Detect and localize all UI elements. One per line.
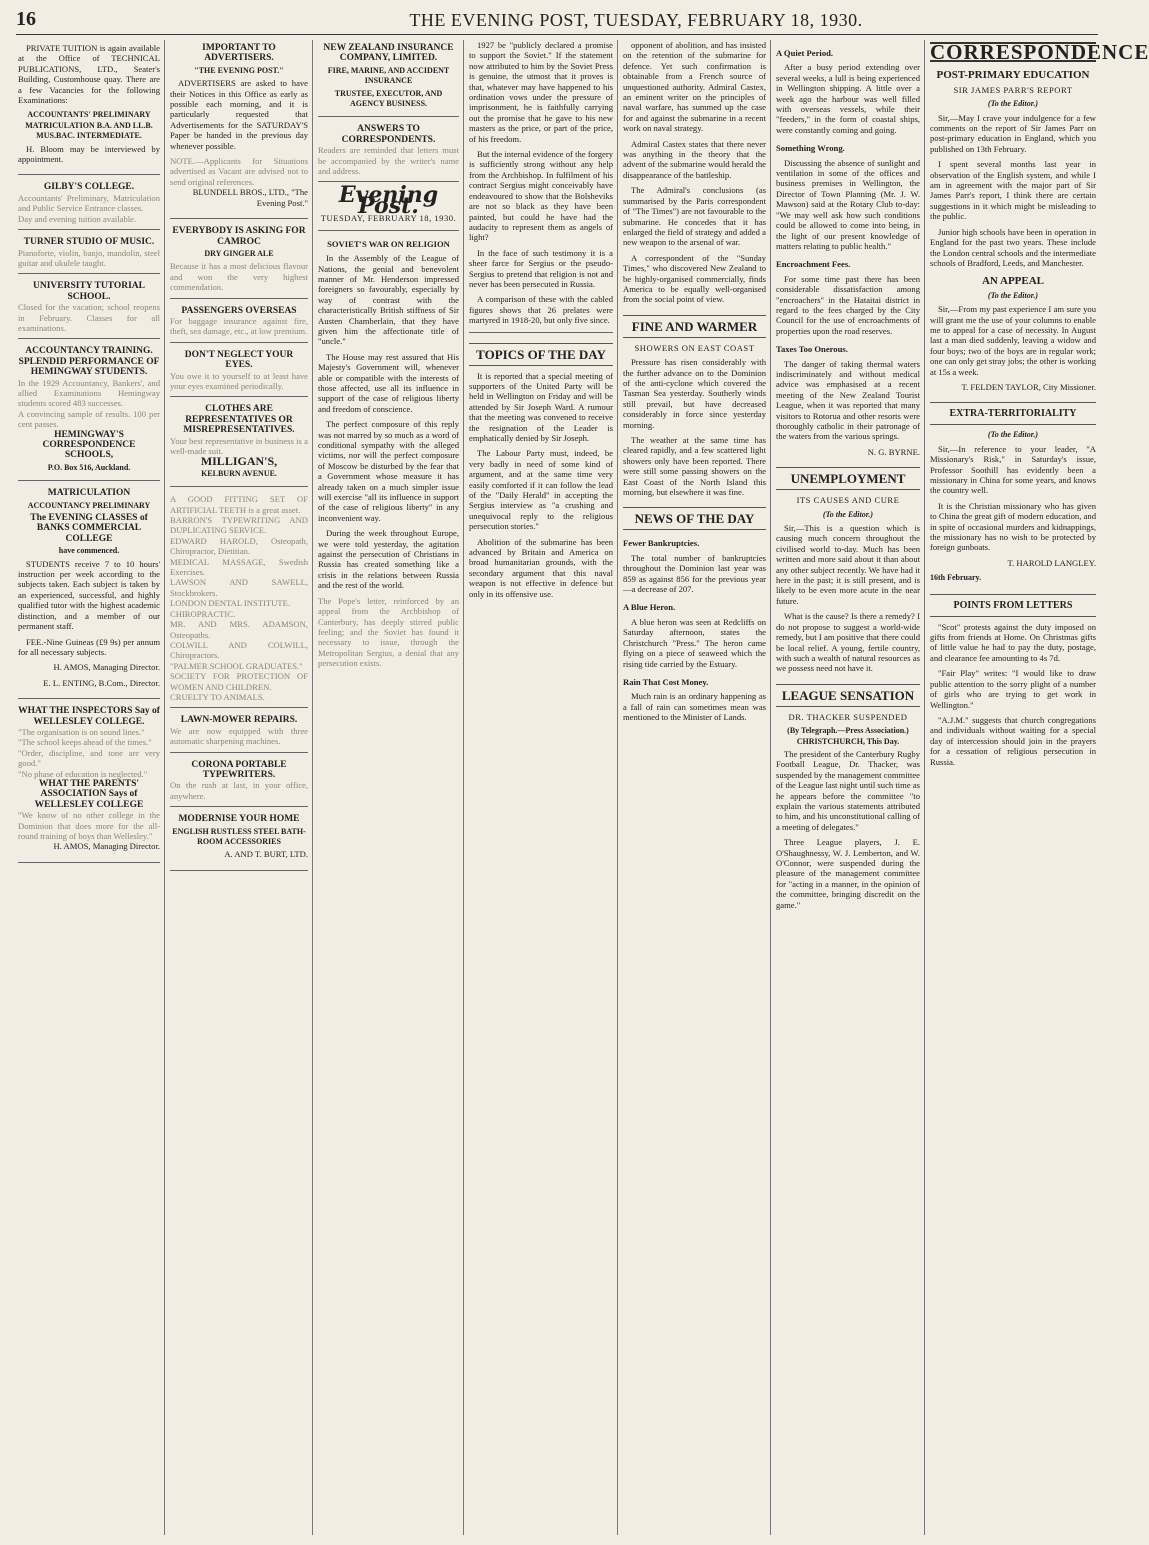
banks-college-ad: MATRICULATION ACCOUNTANCY PRELIMINARY The EVENING CLASSES of BANKS COMMERCIAL COLLEGE have commenced. STUDENTS receive 7 to 10 hours' instruction per week according to the subjects taken. Each subject is taken by an experienced, successful, and highly qualified tutor with the highest academic distinction, and a member of our permanent staff. FEE.-Nine Guineas (£9 9s) per annum for all necessary subjects. H. AMOS, Managing Director. E. L. ENTING, B.Com., Director.: [18, 485, 160, 699]
column-rule: [463, 40, 464, 1535]
column-correspondence: CORRESPONDENCE POST-PRIMARY EDUCATION SIR JAMES PARR'S REPORT (To the Editor.) Sir,—May I crave your indulgence for a few comments on the report of Sir James Parr on post-primary education in England, which you published on 13th February. I spent several months last year in observation of the English system, and while I am in agreement with the major part of Sir James Parr's report, I think there are certain suggestions in it which might be misleading to the public. Junior high schools have been in operation in England for the past two years. These include the London central schools and the intermediate schools of Bradford, Leeds, and Manchester. AN APPEAL (To the Editor.) Sir,—From my past experience I am sure you will grant me the use of your columns to enable me to appeal for a case of necessity. In August last a man died suddenly, leaving a widow and four boys; two of the boys are in regular work; one can only get stray jobs; the other is working at 15s a week. T. FELDEN TAYLOR, City Missioner. EXTRA-TERRITORIALITY (To the Editor.) Sir,—In reference to your leader, "A Missionary's Risk," in Saturday's issue, Professor Soothill has evidently been a missionary in China for some years, and knows the country well. It is the Christian missionary who has given to China the great gift of modern education, and in spite of occasional murders and kidnappings, the missionary has no wish to be protected by foreign gunboats. T. HAROLD LANGLEY. 16th February. POINTS FROM LETTERS "Scot" protests against the duty imposed on gifts from friends at Home. On Christmas gifts of little value he had to pay the duty, postage, and clearance fee amounting to 4s 7d. "Fair Play" writes: "I would like to draw public attention to the sorry plight of a number of girls who are trying to get work in Wellington." "A.J.M." suggests that church congregations and individuals without waiting for a special day of intercession should join in the prayers for a cessation of religious persecution in Russia.: [930, 40, 1149, 767]
passengers-ad: PASSENGERS OVERSEAS For baggage insurance against fire, theft, sea damage, etc., at low premium.: [170, 303, 308, 343]
university-tutorial-ad: UNIVERSITY TUTORIAL SCHOOL. Closed for the vacation; school reopens in February. Classes for all examinations.: [18, 278, 160, 339]
column-editorial: NEW ZEALAND INSURANCE COMPANY, LIMITED. FIRE, MARINE, AND ACCIDENT INSURANCE TRUSTEE, EXECUTOR, AND AGENCY BUSINESS. ANSWERS TO CORRESPONDENTS. Readers are reminded that letters must be accompanied by the writer's name and address. Evening Post. TUESDAY, FEBRUARY 18, 1930. SOVIET'S WAR ON RELIGION In the Assembly of the League of Nations, the genial and benevolent manner of Mr. Henderson impressed foreigners so favourably, especially by way of contrast with the characteristically British stiffness of Sir Austen Chamberlain, that they have given him the affectionate title of "uncle." The House may rest assured that His Majesty's Government will, whenever able or compatible with the interests of those affected, use all its influence in support of the case of religious liberty and freedom of conscience. The perfect composure of this reply was not marred by so much as a word of conditional sympathy with the alleged victims, nor will the perfect composure of Moscow be disturbed by the fear that a Government whose measure it has already taken on a much simpler issue will exercise "all its influence in support of the case of religious liberty" in any inconvenient way. During the week throughout Europe, we were told yesterday, the agitation against the persecution of Christians in Russia has created something like a crisis in the relations between Russia and the rest of the world. The Pope's letter, reinforced by an appeal from the Archbishop of Canterbury, has deeply stirred public feeling; and the Soviet has found it necessary to issue, through the Metropolitan Sergius, a denial that any persecution exists.: [318, 40, 459, 1535]
editorial-title: SOVIET'S WAR ON RELIGION: [327, 238, 450, 249]
column-editorial-continued: 1927 be "publicly declared a promise to support the Soviet." If the statement now attributed to him by the Soviet Press is genuine, the utmost that it proves is that, whatever may have happened to his ordination vows under the pressure of imprisonment, he is faithfully carrying out the promise that he gave to his new masters as the price, or part of the price, of his freedom. But the internal evidence of the forgery is sufficiently strong without any help from the Archbishop. In fulfilment of his contract Sergius might conceivably have endeavoured to show that the Bolsheviks are not so black as they have been painted, but could he have had the audacity to represent them as angels of light? In the face of such testimony it is a sheer farce for Sergius or the pseudo-Sergius to pretend that religion is not and never has been persecuted in Russia. A comparison of these with the cabled figures shows that 26 prelates were martyred in 1918-20, but only five since. TOPICS OF THE DAY It is reported that a special meeting of supporters of the United Party will be held in Wellington on Friday and will be attended by Sir Joseph Ward. A rumour that the meeting was convened to receive the resignation of the Leader is emphatically denied by Sir Joseph. The Labour Party must, indeed, be very badly in need of some kind of argument, and at the same time very easily comforted if it can follow the lead of the "Daily Herald" in accepting the Sergius interview as "a crushing and unequivocal reply to the religious persecution stories." Abolition of the submarine has been advanced by Britain and America on broad humanitarian grounds, with the secondary argument that this naval weapon is not effective in defence but only in its offensive use.: [469, 40, 613, 599]
corona-ad: CORONA PORTABLE TYPEWRITERS. On the rush at last, in your office, anywhere.: [170, 757, 308, 808]
column-advertisements: [170, 40, 308, 1535]
gilbys-college-ad: GILBY'S COLLEGE. Accountants' Preliminary, Matriculation and Public Service Entrance classes. Day and evening tuition available.: [18, 179, 160, 230]
newspaper-header: THE EVENING POST, TUESDAY, FEBRUARY 18, 1930.: [409, 10, 863, 30]
turner-studio-ad: TURNER STUDIO OF MUSIC. Pianoforte, violin, banjo, mandolin, steel guitar and ukulele taught.: [18, 234, 160, 274]
paper-name: Evening Post.: [338, 182, 439, 219]
column-classifieds-education: [18, 40, 160, 1535]
advertisers-notice: IMPORTANT TO ADVERTISERS. "THE EVENING POST." ADVERTISERS are asked to have their Notices in this Office as early as possible each morning, and it is particularly requested that Advertisements for the SATURDAY'S Paper be handed in the previous day whenever possible. NOTE.—Applicants for Situations advertised as Vacant are advised not to send original references. BLUNDELL BROS., LTD., "The Evening Post.": [170, 40, 308, 219]
column-news-continued: A Quiet Period. After a busy period extending over several weeks, a lull is being experienced in Wellington shipping. A little over a week ago the harbour was well filled with overseas vessels, while their "feeders," in the form of coastal ships, were constantly coming and going. Something Wrong. Discussing the absence of sunlight and ventilation in some of the offices and business premises in Wellington, the Director of Town Planning (Mr. J. W. Mawson) said at the Rotary Club to-day: "We may well ask how such conditions could be allowed to come into being, in the light of our present knowledge of matters relating to public health." Encroachment Fees. For some time past there has been considerable dissatisfaction among "encroachers" in the Hataitai district in regard to the fees charged by the City Council for the use of encroachments of properties upon the road reserves. Taxes Too Onerous. The danger of taking thermal waters indiscriminately and without medical advice was emphasised at a recent meeting of the New Zealand Tourist League, when it was reported that many visitors to Rotorua and other resorts were thoroughly catholic in their patronage of the waters from the various springs. N. G. BYRNE. UNEMPLOYMENT ITS CAUSES AND CURE (To the Editor.) Sir,—This is a question which is causing much concern throughout the civilised world to-day. Much has been written and more said about it than about any other subject recently. We have had it here in the past; it is still present, and is likely to be even more acute in the near future. What is the cause? Is there a remedy? I do not propose to suggest a world-wide remedy, but I am positive that there could be local relief. A young, fertile country, with such a wealth of natural resources as we possess need not have it. LEAGUE SENSATION DR. THACKER SUSPENDED (By Telegraph.—Press Association.) CHRISTCHURCH, This Day. The president of the Canterbury Rugby Football League, Dr. Thacker, was suspended by the management committee of the League last night until such time as he appears before the committee "to explain the various statements attributed to him, and his unconstitutional calling of a meeting of delegates." Three League players, J. E. O'Shaughnessy, W. J. Lemberton, and W. O'Connor, were suspended during the pleasure of the management committee for "acting in a manner, in the opinion of the committee, bringing discredit on the game.": [776, 48, 920, 910]
unemployment-heading: UNEMPLOYMENT: [776, 467, 920, 490]
paper-date: TUESDAY, FEBRUARY 18, 1930.: [320, 213, 457, 224]
news-heading: NEWS OF THE DAY: [623, 507, 766, 530]
points-heading: POINTS FROM LETTERS: [930, 594, 1096, 617]
hemingway-ad: ACCOUNTANCY TRAINING. SPLENDID PERFORMANCE OF HEMINGWAY STUDENTS. In the 1929 Accountancy, Bankers', and allied Examinations Hemingway students scored 483 successes. A convincing sample of results. 100 per cent passes. HEMINGWAY'S CORRESPONDENCE SCHOOLS, P.O. Box 516, Auckland.: [18, 343, 160, 481]
column-rule: [924, 40, 925, 1535]
masthead: [16, 8, 1098, 35]
milligans-ad: CLOTHES ARE REPRESENTATIVES OR MISREPRESENTATIVES. Your best representative in business is a well-made suit. MILLIGAN'S, KELBURN AVENUE.: [170, 401, 308, 487]
weather-heading: FINE AND WARMER: [623, 315, 766, 338]
appeal-heading: AN APPEAL: [981, 275, 1045, 288]
burt-ad: MODERNISE YOUR HOME ENGLISH RUSTLESS STEEL BATH-ROOM ACCESSORIES A. AND T. BURT, LTD.: [170, 811, 308, 871]
page-number: 16: [16, 8, 36, 30]
league-heading: LEAGUE SENSATION: [776, 684, 920, 707]
insurance-ad: NEW ZEALAND INSURANCE COMPANY, LIMITED. FIRE, MARINE, AND ACCIDENT INSURANCE TRUSTEE, EXECUTOR, AND AGENCY BUSINESS.: [318, 40, 459, 117]
correspondence-title: CORRESPONDENCE: [930, 40, 1149, 64]
answers-to-correspondents: ANSWERS TO CORRESPONDENTS. Readers are reminded that letters must be accompanied by the writer's name and address.: [318, 121, 459, 182]
eyes-ad: DON'T NEGLECT YOUR EYES. You owe it to yourself to at least have your eyes examined periodically.: [170, 347, 308, 398]
column-rule: [770, 40, 771, 1535]
column-rule: [164, 40, 165, 1535]
lawn-mower-ad: LAWN-MOWER REPAIRS. We are now equipped with three automatic sharpening machines.: [170, 712, 308, 752]
business-cards: A GOOD FITTING SET OF ARTIFICIAL TEETH is a great asset. BARRON'S TYPEWRITING AND DUPLICATING SERVICE. EDWARD HAROLD, Osteopath, Chiropractor, Dietitian. MEDICAL MASSAGE, Swedish Exercises. LAWSON AND SAWELL, Stockbrokers. LONDON DENTAL INSTITUTE. CHIROPRACTIC. MR. AND MRS. ADAMSON, Osteopaths. COLWILL AND COLWILL, Chiropractors. "PALMER SCHOOL GRADUATES." SOCIETY FOR PROTECTION OF WOMEN AND CHILDREN. CRUELTY TO ANIMALS.: [170, 491, 308, 708]
extra-territoriality-heading: EXTRA-TERRITORIALITY: [930, 402, 1096, 425]
camroc-ad: EVERYBODY IS ASKING FOR CAMROC DRY GINGER ALE Because it has a most delicious flavour and won the very highest commendation.: [170, 223, 308, 298]
tuition-ad: PRIVATE TUITION is again available at the Office of TECHNICAL PUBLICATIONS, LTD., Seater's Building, Customhouse quay. There are a few Vacancies for the following Examinations: ACCOUNTANTS' PRELIMINARY MATRICULATION B.A. AND LL.B. MUS.BAC. INTERMEDIATE. H. Bloom may be interviewed by appointment.: [18, 40, 160, 175]
wellesley-college-ad: WHAT THE INSPECTORS Say of WELLESLEY COLLEGE. "The organisation is on sound lines." "The school keeps ahead of the times." "Order, discipline, and tone are very good." "No phase of education is neglected." WHAT THE PARENTS' ASSOCIATION Says of WELLESLEY COLLEGE "We know of no other college in the Dominion that does more for the all-round training of boys than Wellesley." H. AMOS, Managing Director.: [18, 703, 160, 863]
topics-heading: TOPICS OF THE DAY: [469, 343, 613, 366]
column-rule: [617, 40, 618, 1535]
column-news: opponent of abolition, and has insisted on the retention of the submarine for defence. Yet such confirmation is obtainable from a French source of unquestioned authority. Admiral Castex, an eminent writer on the principles of naval warfare, has summed up the case for and against the submarine in a recent work on naval strategy. Admiral Castex states that there never was anything in the theory that the advent of the submarine would herald the disappearance of the battleship. The Admiral's conclusions (as summarised by the Paris correspondent of "The Times") are not favourable to the submarine. He concedes that it has enlarged the field of strategy and added a new weapon to the arsenal of war. A correspondent of the "Sunday Times," who discovered New Zealand to be highly-organised commercially, finds America to be equally well-organised from the social point of view. FINE AND WARMER SHOWERS ON EAST COAST Pressure has risen considerably with the further advance on to the Dominion of the anti-cyclone which covered the Tasman Sea yesterday. Southerly winds still prevail, but have decreased considerably in force since yesterday morning. The weather at the same time has cleared rapidly, and a few scattered light showers only have been reported. There were still some passing showers on the East Coast of the North Island this morning, but elsewhere it was fine. NEWS OF THE DAY Fewer Bankruptcies. The total number of bankruptcies throughout the Dominion last year was 859 as against 856 for the previous year—a decrease of 207. A Blue Heron. A blue heron was seen at Redcliffs on Saturday afternoon, states the Christchurch "Press." The heron came flying on a piece of seaweed which the rising tide carried by the Estuary. Rain That Cost Money. Much rain is an ordinary happening as a fall of rain can sometimes mean was mentioned to the Minister of Lands.: [623, 40, 766, 723]
column-rule: [312, 40, 313, 1535]
